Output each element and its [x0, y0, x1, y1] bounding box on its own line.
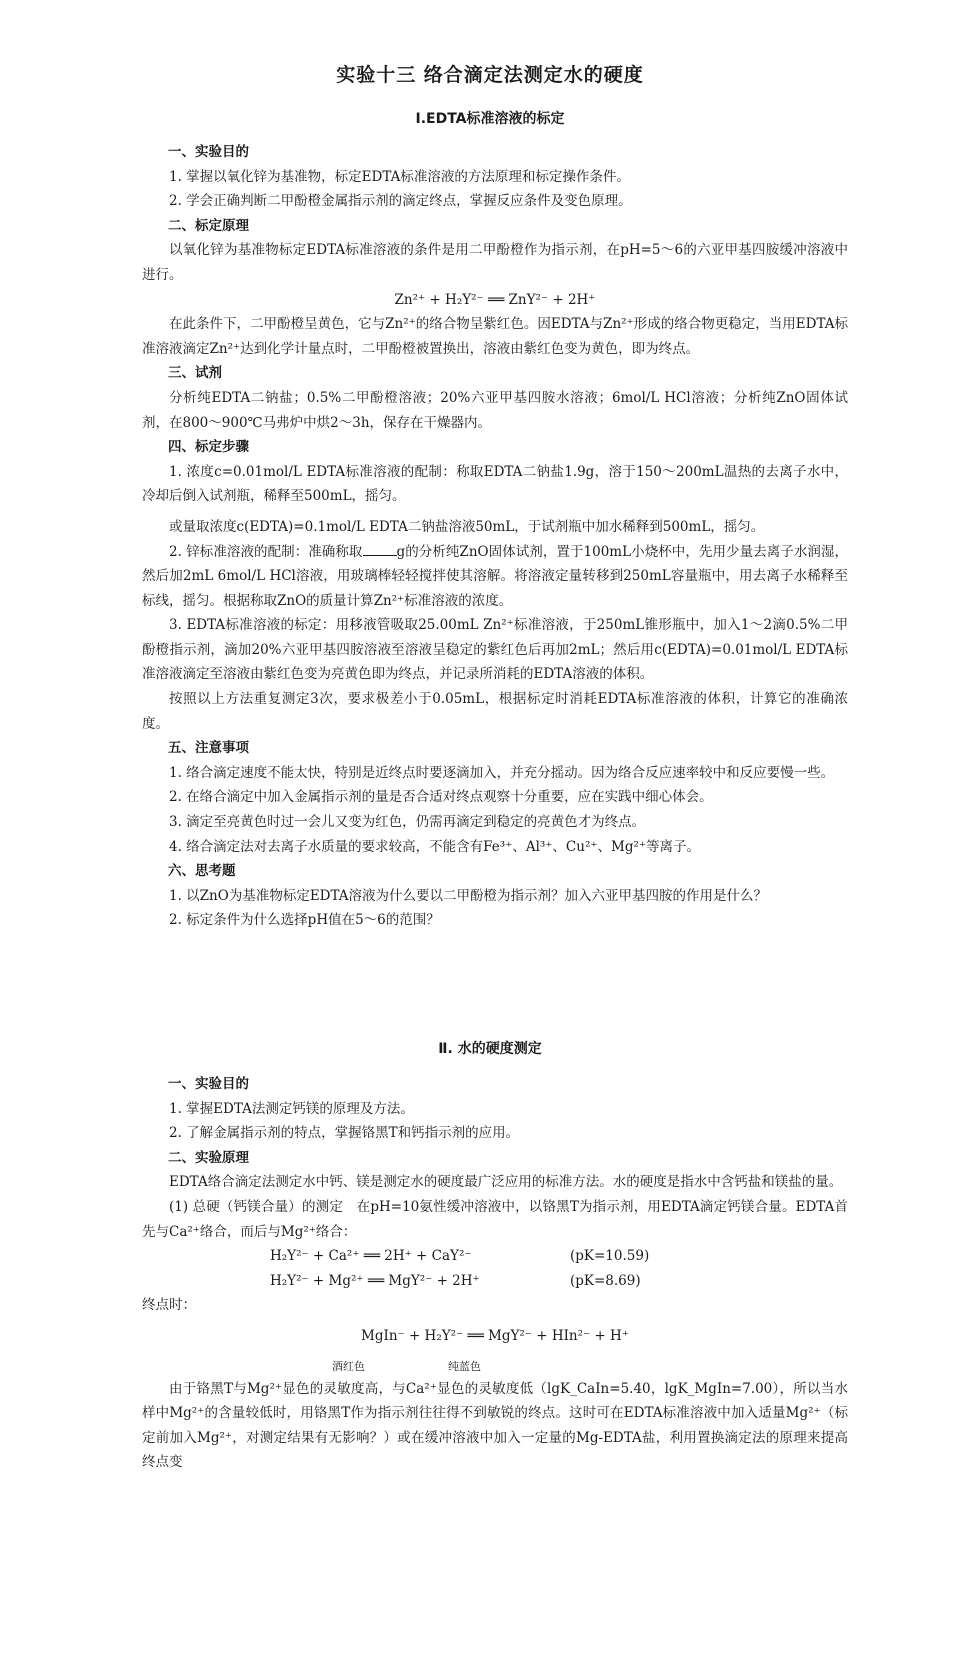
- paragraph: 按照以上方法重复测定3次，要求极差小于0.05mL，根据标定时消耗EDTA标准溶液的体积，计算它的准确浓度。: [142, 691, 848, 732]
- equation-color-labels: [142, 1349, 848, 1377]
- fill-in-blank: [363, 543, 397, 556]
- part1-title: Ⅰ.EDTA标准溶液的标定: [415, 111, 565, 127]
- section-heading: 一、实验目的: [168, 1076, 249, 1092]
- paragraph: 由于铬黑T与Mg²⁺显色的灵敏度高，与Ca²⁺显色的灵敏度低（lgK_CaIn=5.40，lgK_MgIn=7.00），所以当水样中Mg²⁺的含量较低时，用铬黑T作为指示剂往往得不到敏锐的终点。这时可在EDTA标准溶液中加入适量Mg²⁺（标定前加入Mg²⁺，对测定结果有无影响？）或在缓冲溶液中加入一定量的Mg-EDTA盐，利用置换滴定法的原理来提高终点变: [142, 1380, 848, 1471]
- paragraph: EDTA络合滴定法测定水中钙、镁是测定水的硬度最广泛应用的标准方法。水的硬度是指水中含钙盐和镁盐的量。: [169, 1174, 843, 1191]
- equation-constant: (pK=10.59): [570, 1248, 650, 1265]
- equation: Zn²⁺ + H₂Y²⁻ ══ ZnY²⁻ + 2H⁺: [394, 291, 596, 308]
- equation: H₂Y²⁻ + Mg²⁺ ══ MgY²⁻ + 2H⁺: [270, 1272, 480, 1289]
- paragraph: 分析纯EDTA二钠盐；0.5%二甲酚橙溶液；20%六亚甲基四胺水溶液；6mol/L HCl溶液；分析纯ZnO固体试剂，在800～900℃马弗炉中烘2～3h，保存在干燥器内。: [142, 389, 848, 431]
- equation: MgIn⁻ + H₂Y²⁻ ══ MgY²⁻ + HIn²⁻ + H⁺: [361, 1327, 629, 1344]
- paragraph: [142, 540, 848, 614]
- equation-constant: (pK=8.69): [570, 1272, 641, 1289]
- paragraph: 1. 浓度c=0.01mol/L EDTA标准溶液的配制：称取EDTA二钠盐1.9g，溶于150～200mL温热的去离子水中，冷却后倒入试剂瓶，稀释至500mL，摇匀。: [142, 463, 848, 505]
- paragraph: 4. 络合滴定法对去离子水质量的要求较高，不能含有Fe³⁺、Al³⁺、Cu²⁺、Mg²⁺等离子。: [169, 838, 700, 855]
- paragraph: 1. 以ZnO为基准物标定EDTA溶液为什么要以二甲酚橙为指示剂？加入六亚甲基四胺的作用是什么？: [169, 887, 768, 904]
- section-heading: 三、试剂: [168, 365, 222, 382]
- paragraph: 3. 滴定至亮黄色时过一会儿又变为红色，仍需再滴定到稳定的亮黄色才为终点。: [169, 814, 646, 831]
- paragraph-text: g的分析纯ZnO固体试剂，置于100mL小烧杯中，先用少量去离子水润湿，然后加2mL 6mol/L HCl溶液，用玻璃棒轻轻搅拌使其溶解。将溶液定量转移到250mL容量瓶中，用去离子水稀释至标线，摇匀。根据称取ZnO的质量计算Zn²⁺标准溶液的浓度。: [142, 543, 849, 609]
- part1-body: [142, 140, 848, 933]
- section-heading: 六、思考题: [168, 863, 236, 880]
- paragraph: 3. EDTA标准溶液的标定：用移液管吸取25.00mL Zn²⁺标准溶液，于250mL锥形瓶中，加入1～2滴0.5%二甲酚橙指示剂，滴加20%六亚甲基四胺溶液至溶液呈稳定的紫红色后再加2mL；然后用c(EDTA)=0.01mol/L EDTA标准溶液滴定至溶液由紫红色变为亮黄色即为终点，并记录所消耗的EDTA溶液的体积。: [142, 617, 848, 683]
- section-heading: 四、标定步骤: [168, 439, 249, 456]
- paragraph: 或量取浓度c(EDTA)=0.1mol/L EDTA二钠盐溶液50mL，于试剂瓶中加水稀释到500mL，摇匀。: [169, 518, 765, 535]
- equation-row: [142, 1269, 848, 1294]
- section-heading: 一、实验目的: [168, 144, 249, 160]
- paragraph: 1. 络合滴定速度不能太快，特别是近终点时要逐滴加入，并充分摇动。因为络合反应速率较中和反应要慢一些。: [169, 764, 835, 781]
- paragraph: 在此条件下，二甲酚橙呈黄色，它与Zn²⁺的络合物呈紫红色。因EDTA与Zn²⁺形成的络合物更稳定，当用EDTA标准溶液滴定Zn²⁺达到化学计量点时，二甲酚橙被置换出，溶液由紫红色变为黄色，即为终点。: [142, 316, 848, 357]
- paragraph-text: 2. 锌标准溶液的配制：准确称取: [169, 543, 363, 560]
- paragraph: 2. 在络合滴定中加入金属指示剂的量是否合适对终点观察十分重要，应在实践中细心体会。: [169, 789, 713, 806]
- section-heading: 二、实验原理: [168, 1149, 249, 1166]
- paragraph: 1. 掌握以氧化锌为基准物，标定EDTA标准溶液的方法原理和标定操作条件。: [169, 168, 630, 185]
- equation: H₂Y²⁻ + Ca²⁺ ══ 2H⁺ + CaY²⁻: [270, 1248, 472, 1265]
- endpoint-label: 终点时：: [142, 1297, 196, 1314]
- part2-body: [142, 1072, 848, 1475]
- color-label: 酒红色: [332, 1359, 365, 1373]
- equation-row: [142, 1244, 848, 1269]
- paragraph: 1. 掌握EDTA法测定钙镁的原理及方法。: [169, 1100, 414, 1117]
- paragraph: 2. 学会正确判断二甲酚橙金属指示剂的滴定终点，掌握反应条件及变色原理。: [169, 193, 632, 210]
- section-heading: 二、标定原理: [168, 217, 249, 234]
- paragraph: (1) 总硬（钙镁合量）的测定 在pH=10氨性缓冲溶液中，以铬黑T为指示剂，用EDTA滴定钙镁合量。EDTA首先与Ca²⁺络合，而后与Mg²⁺络合：: [142, 1198, 848, 1240]
- section-heading: 五、注意事项: [168, 740, 249, 757]
- part2-title: Ⅱ. 水的硬度测定: [438, 1041, 542, 1057]
- paragraph: 2. 标定条件为什么选择pH值在5～6的范围？: [169, 912, 440, 929]
- color-label: 纯蓝色: [448, 1359, 481, 1373]
- paragraph: 以氧化锌为基准物标定EDTA标准溶液的条件是用二甲酚橙作为指示剂，在pH=5～6的六亚甲基四胺缓冲溶液中进行。: [142, 242, 848, 283]
- paragraph: 2. 了解金属指示剂的特点，掌握铬黑T和钙指示剂的应用。: [169, 1125, 520, 1142]
- page-title: 实验十三 络合滴定法测定水的硬度: [336, 64, 644, 86]
